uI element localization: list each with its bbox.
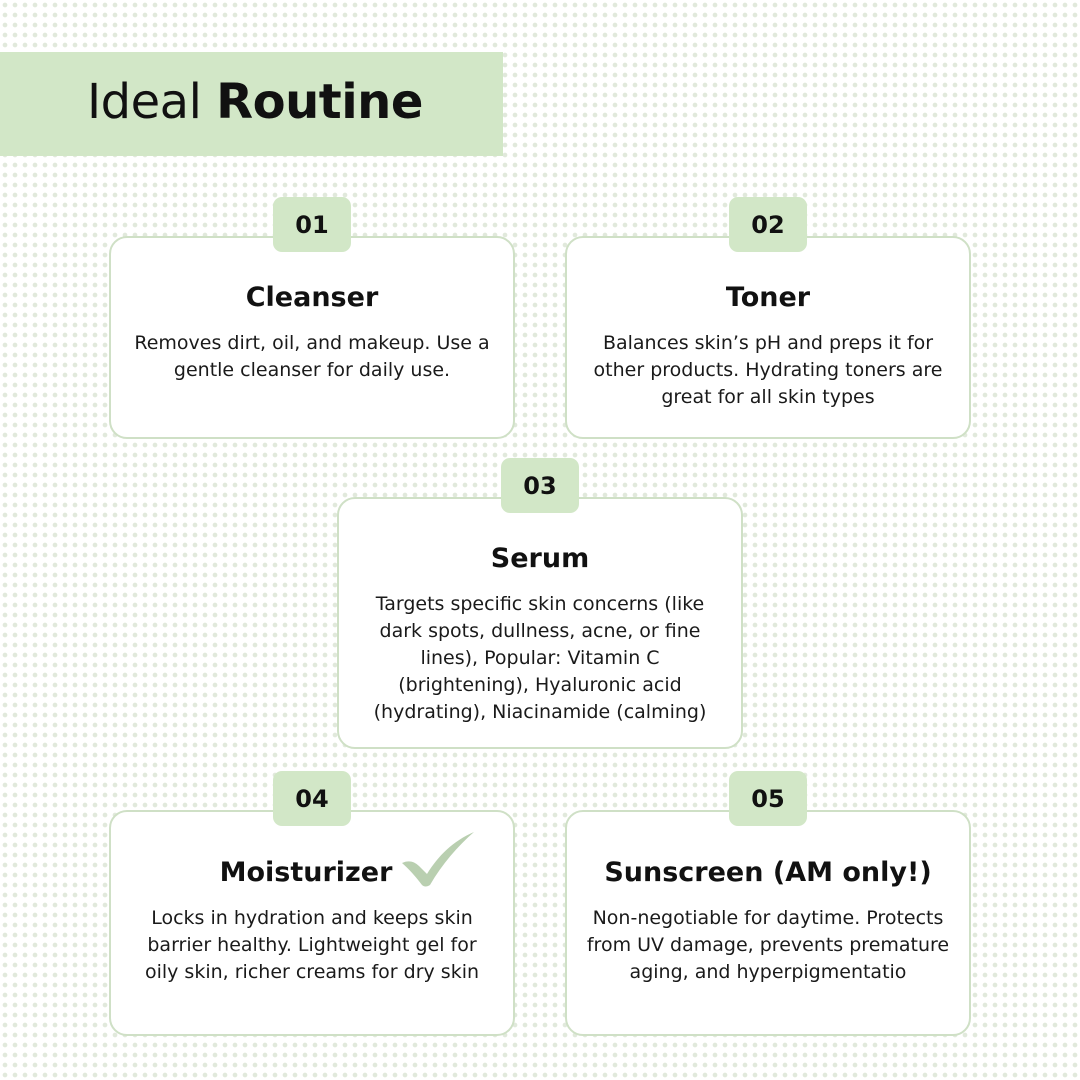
step-number-badge-1: 01: [273, 197, 351, 252]
step-title-toner: Toner: [725, 282, 811, 313]
step-number-badge-3: 03: [501, 458, 579, 513]
step-description-serum: Targets specific skin concerns (like dark spots, dullness, acne, or fine lines), Popular: Vitamin C (brightening), Hyaluronic acid (hydrating), Niacinamide (calming): [373, 593, 707, 723]
page-title-bold: Routine: [216, 74, 423, 130]
page-title-regular: Ideal: [87, 74, 202, 130]
step-description-toner: Balances skin’s pH and preps it for other products. Hydrating toners are great for all skin types: [593, 332, 943, 408]
step-number-badge-5: 05: [729, 771, 807, 826]
step-card-toner: [565, 236, 971, 439]
step-title-serum: Serum: [490, 543, 590, 574]
step-description-cleanser: Removes dirt, oil, and makeup. Use a gentle cleanser for daily use.: [134, 332, 490, 381]
step-card-sunscreen: [565, 810, 971, 1036]
page-title: [87, 74, 423, 130]
step-card-serum: [337, 497, 743, 749]
check-icon: [400, 830, 476, 888]
step-card-cleanser: [109, 236, 515, 439]
step-title-sunscreen: Sunscreen (AM only!): [604, 857, 932, 888]
step-number-badge-2: 02: [729, 197, 807, 252]
step-description-sunscreen: Non-negotiable for daytime. Protects from UV damage, prevents premature aging, and hyperpigmentatio: [586, 907, 950, 983]
step-title-cleanser: Cleanser: [245, 282, 379, 313]
step-description-moisturizer: Locks in hydration and keeps skin barrier healthy. Lightweight gel for oily skin, richer creams for dry skin: [144, 907, 480, 983]
step-title-moisturizer: Moisturizer: [219, 857, 393, 888]
step-number-badge-4: 04: [273, 771, 351, 826]
